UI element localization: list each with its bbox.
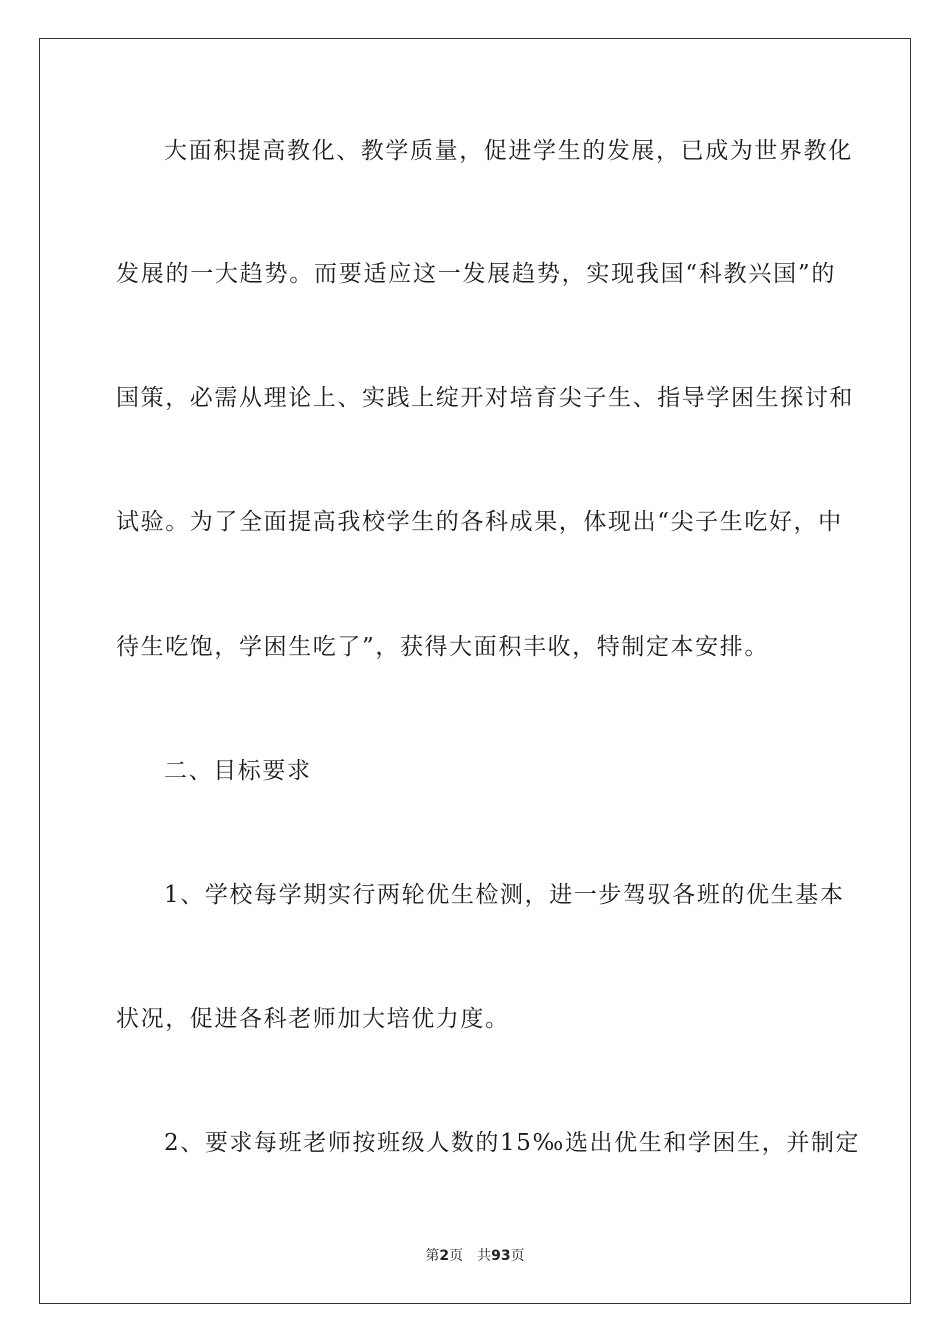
page-border <box>39 38 911 1304</box>
paragraph-line: 大面积提高教化、教学质量，促进学生的发展，已成为世界教化 <box>164 138 853 164</box>
paragraph-line: 试验。为了全面提高我校学生的各科成果，体现出“尖子生吃好，中 <box>116 509 843 535</box>
paragraph-line: 待生吃饱，学困生吃了”，获得大面积丰收，特制定本安排。 <box>116 634 769 660</box>
total-prefix: 共 <box>477 1248 492 1264</box>
page-footer <box>0 1247 950 1265</box>
page-prefix: 第 <box>425 1248 440 1264</box>
list-item-line: 状况，促进各科老师加大培优力度。 <box>116 1006 510 1032</box>
list-item-line: 2、要求每班老师按班级人数的15‰选出优生和学困生，并制定 <box>164 1130 861 1156</box>
page-number: 2 <box>439 1248 450 1264</box>
list-item-line: 1、学校每学期实行两轮优生检测，进一步驾驭各班的优生基本 <box>164 882 845 908</box>
page-suffix: 页 <box>449 1248 464 1264</box>
paragraph-line: 国策，必需从理论上、实践上绽开对培育尖子生、指导学困生探讨和 <box>116 385 854 411</box>
total-pages: 93 <box>491 1248 511 1264</box>
total-suffix: 页 <box>510 1248 525 1264</box>
paragraph-line: 发展的一大趋势。而要适应这一发展趋势，实现我国“科教兴国”的 <box>116 261 836 287</box>
section-heading: 二、目标要求 <box>164 758 312 784</box>
